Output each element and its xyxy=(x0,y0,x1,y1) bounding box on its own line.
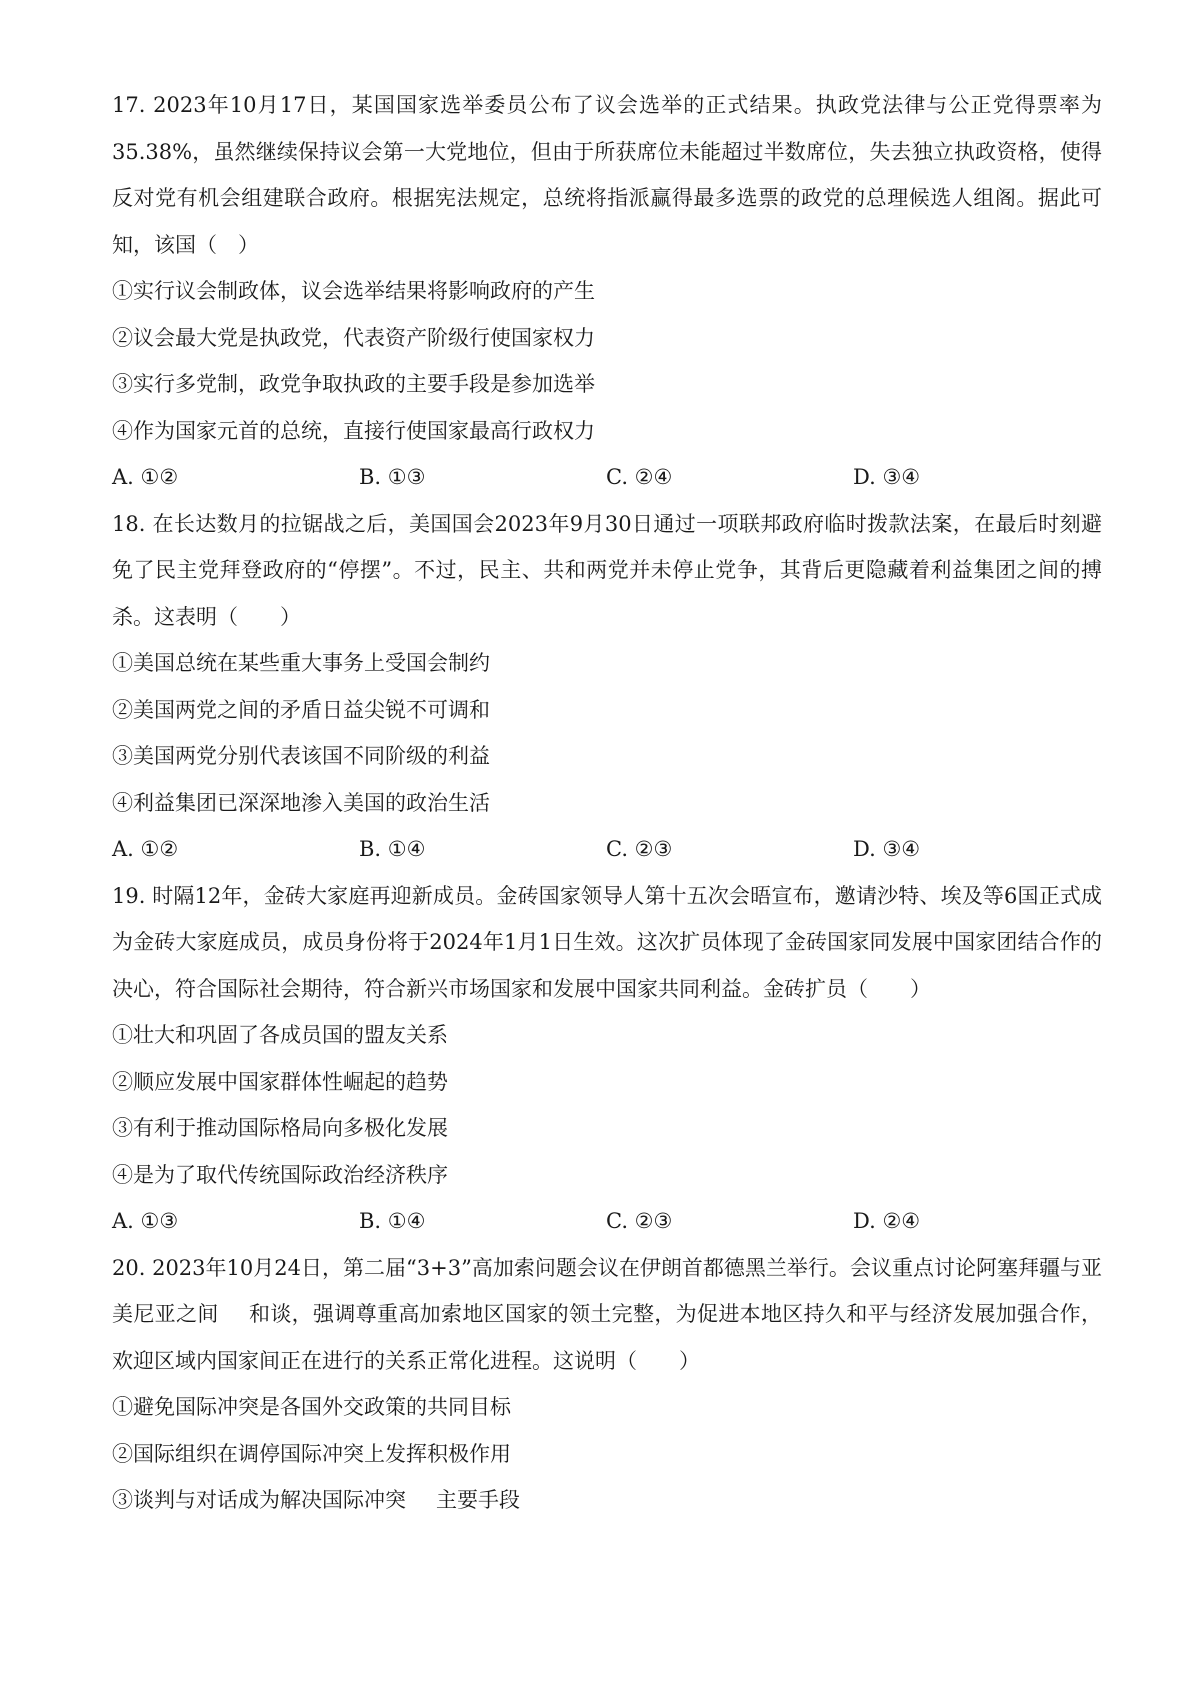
question-stem-part1: 20. 2023年10月24日，第二届“3+3”高加索问题会议在伊朗首都德黑兰举行。会议重点讨论阿塞拜疆与亚美尼亚之间 xyxy=(112,1255,1102,1326)
choice-c: C. ②④ xyxy=(606,465,673,489)
statement: ①壮大和巩固了各成员国的盟友关系 xyxy=(112,1023,448,1047)
statement: ②美国两党之间的矛盾日益尖锐不可调和 xyxy=(112,697,490,722)
exam-page xyxy=(112,82,1102,1524)
choice-d: D. ②④ xyxy=(853,1209,921,1233)
choice-c: C. ②③ xyxy=(606,1209,673,1233)
statement: ④是为了取代传统国际政治经济秩序 xyxy=(112,1162,448,1187)
answer-choices xyxy=(112,454,1102,501)
choice-a: A. ①② xyxy=(112,837,179,861)
statement: ③有利于推动国际格局向多极化发展 xyxy=(112,1116,448,1140)
statement: ②国际组织在调停国际冲突上发挥积极作用 xyxy=(112,1441,511,1466)
question-18 xyxy=(112,501,1102,873)
choice-a: A. ①③ xyxy=(112,1209,179,1233)
statement: ③美国两党分别代表该国不同阶级的利益 xyxy=(112,744,490,768)
answer-choices xyxy=(112,826,1102,873)
choice-b: B. ①④ xyxy=(359,1209,426,1233)
choice-b: B. ①③ xyxy=(359,465,426,489)
question-stem: 18. 在长达数月的拉锯战之后，美国国会2023年9月30日通过一项联邦政府临时拨款法案，在最后时刻避免了民主党拜登政府的“停摆”。不过，民主、共和两党并未停止党争，其背后更隐藏着利益集团之间的搏杀。这表明（ ） xyxy=(112,511,1102,629)
statement: ①美国总统在某些重大事务上受国会制约 xyxy=(112,651,490,675)
choice-a: A. ①② xyxy=(112,465,179,489)
question-stem: 19. 时隔12年，金砖大家庭再迎新成员。金砖国家领导人第十五次会晤宣布，邀请沙特、埃及等6国正式成为金砖大家庭成员，成员身份将于2024年1月1日生效。这次扩员体现了金砖国家同发展中国家团结合作的决心，符合国际社会期待，符合新兴市场国家和发展中国家共同利益。金砖扩员（ ） xyxy=(112,883,1102,1001)
answer-choices xyxy=(112,1198,1102,1245)
choice-d: D. ③④ xyxy=(853,837,921,861)
statement: ④作为国家元首的总统，直接行使国家最高行政权力 xyxy=(112,418,595,443)
statement-part1: ③谈判与对话成为解决国际冲突 xyxy=(112,1488,406,1512)
question-20 xyxy=(112,1245,1102,1524)
statement: ②顺应发展中国家群体性崛起的趋势 xyxy=(112,1069,448,1094)
statement: ②议会最大党是执政党，代表资产阶级行使国家权力 xyxy=(112,325,595,350)
question-19 xyxy=(112,873,1102,1245)
choice-c: C. ②③ xyxy=(606,837,673,861)
question-stem-part2: 和谈，强调尊重高加索地区国家的领土完整，为促进本地区持久和平与经济发展加强合作，欢迎区域内国家间正在进行的关系正常化进程。这说明（ ） xyxy=(112,1302,1103,1373)
statement: ①避免国际冲突是各国外交政策的共同目标 xyxy=(112,1395,511,1419)
statement: ①实行议会制政体，议会选举结果将影响政府的产生 xyxy=(112,279,595,303)
choice-b: B. ①④ xyxy=(359,837,426,861)
statement: ④利益集团已深深地渗入美国的政治生活 xyxy=(112,790,490,815)
statement xyxy=(112,1477,1102,1524)
question-17 xyxy=(112,82,1102,501)
choice-d: D. ③④ xyxy=(853,465,921,489)
statement: ③实行多党制，政党争取执政的主要手段是参加选举 xyxy=(112,372,595,396)
question-stem xyxy=(112,1245,1102,1385)
statement-part2: 主要手段 xyxy=(436,1488,520,1512)
question-stem: 17. 2023年10月17日，某国国家选举委员公布了议会选举的正式结果。执政党法律与公正党得票率为35.38%，虽然继续保持议会第一大党地位，但由于所获席位未能超过半数席位，失去独立执政资格，使得反对党有机会组建联合政府。根据宪法规定，总统将指派赢得最多选票的政党的总理候选人组阁。据此可知，该国（ ） xyxy=(112,93,1102,257)
